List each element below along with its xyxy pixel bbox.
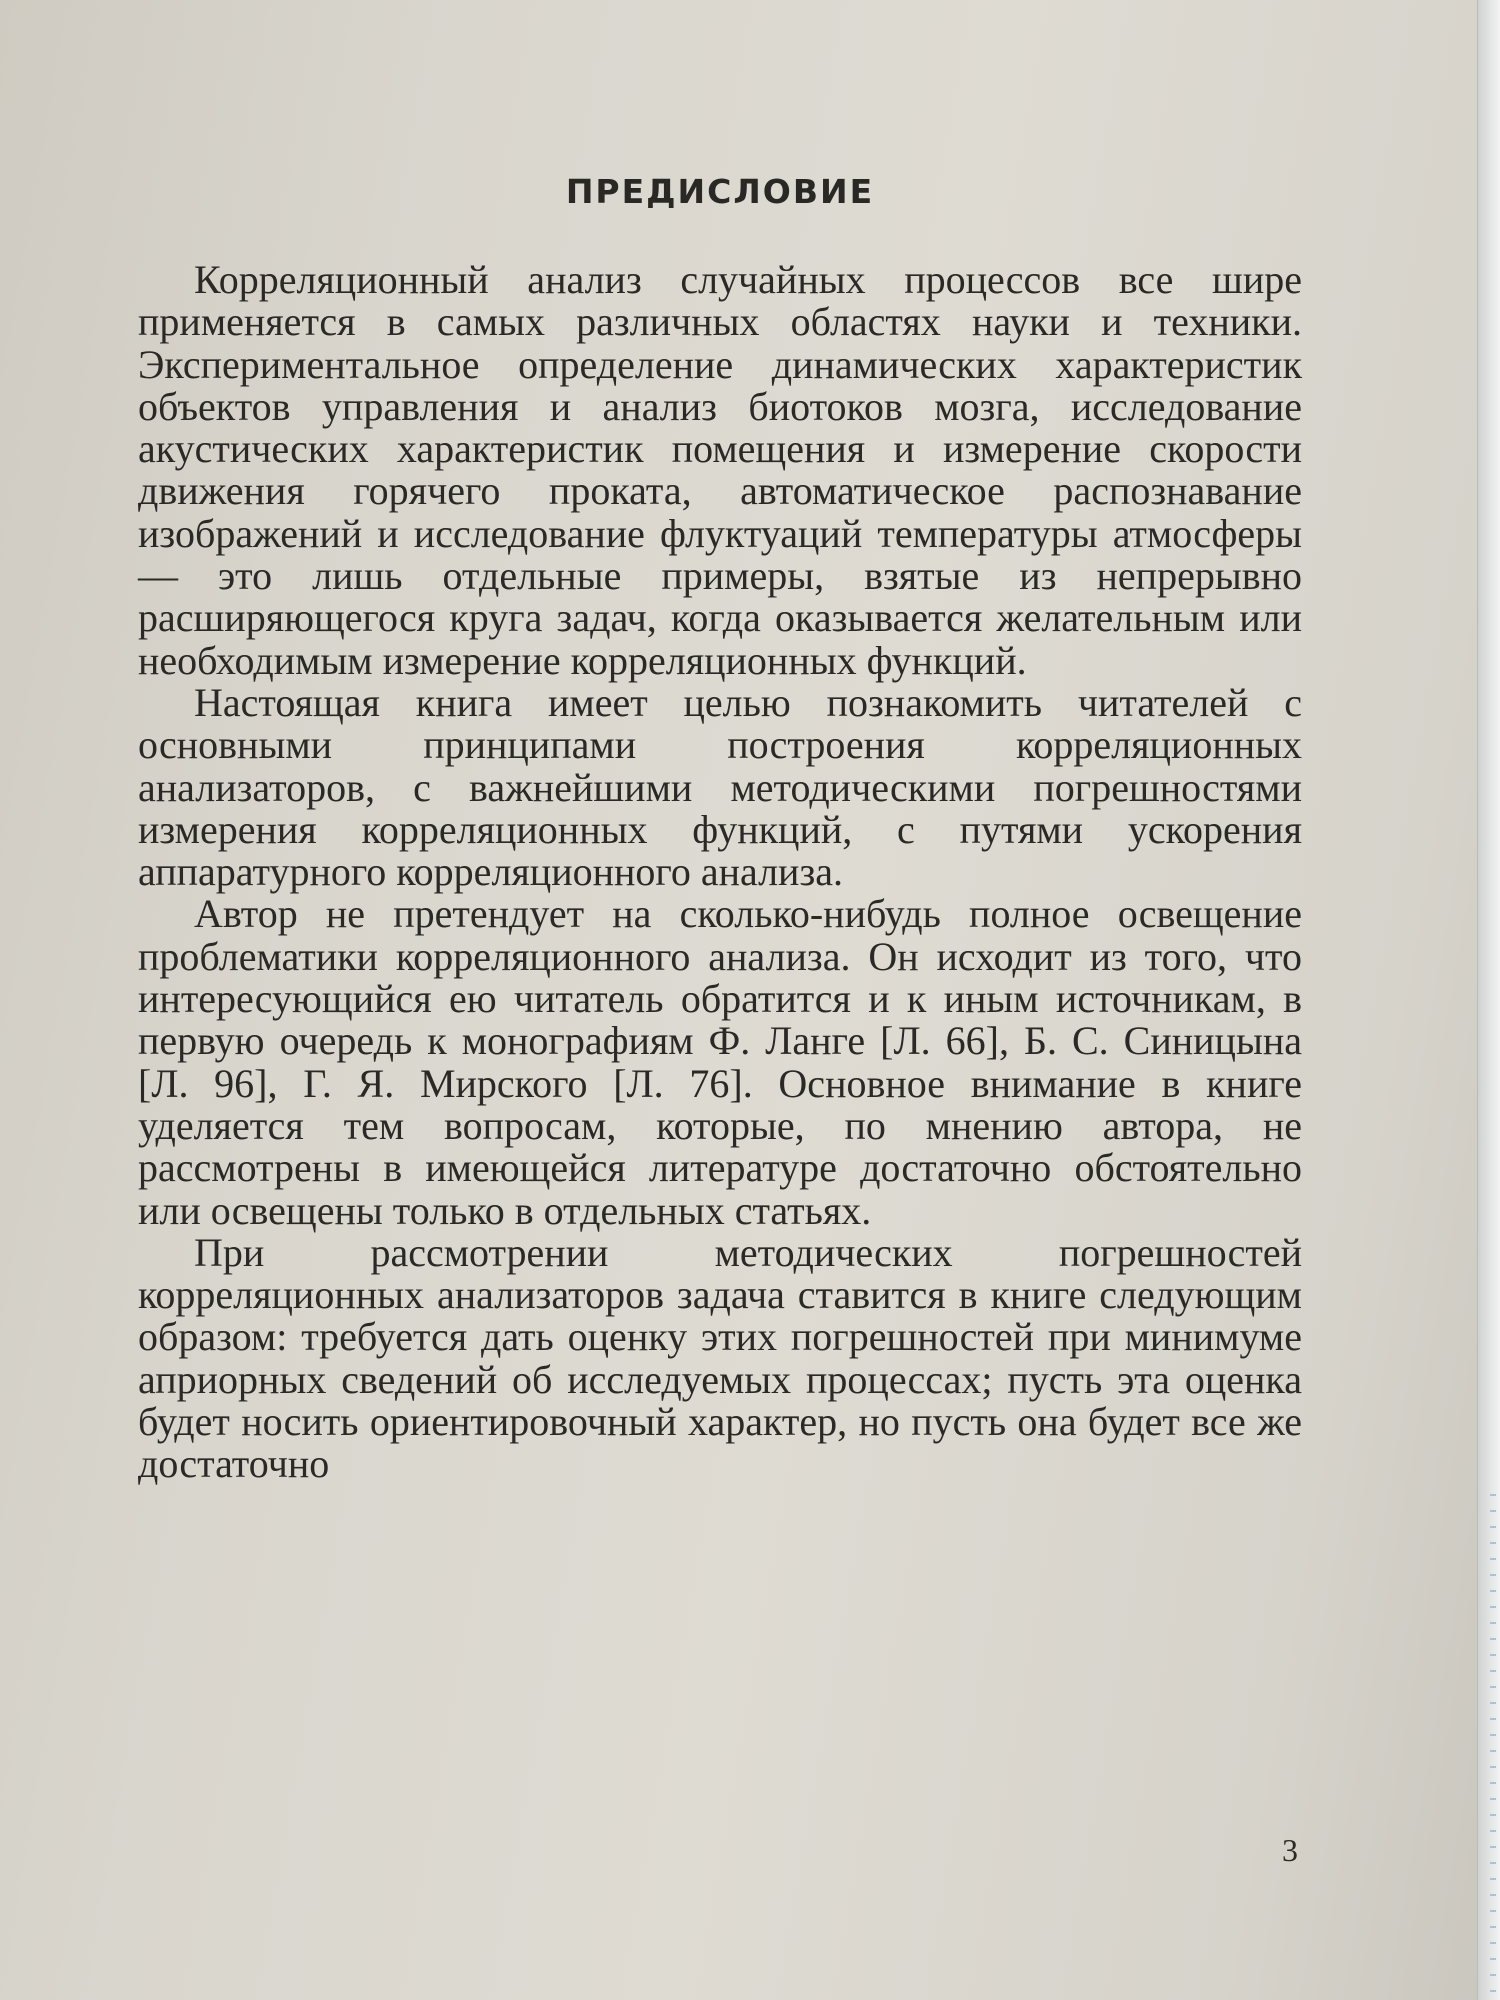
paragraph: Автор не претендует на сколько-нибудь полное освещение проблематики корреляционного анализа. Он исходит из того, что интересующийся ею читатель обратится и к иным источникам, в первую очередь к монографиям Ф. Ланге [Л. 66], Б. С. Синицына [Л. 96], Г. Я. Мирского [Л. 76]. Основное внимание в книге уделяется тем вопросам, которые, по мнению автора, не рассмотрены в имеющейся литературе достаточно обстоятельно или освещены только в отдельных статьях. bbox=[138, 891, 1302, 1233]
paragraph: Корреляционный анализ случайных процессов все шире применяется в самых различных областях науки и техники. Экспериментальное определение динамических характеристик объектов управления и анализ биотоков мозга, исследование акустических характеристик помещения и измерение скорости движения горячего проката, автоматическое распознавание изображений и исследование флуктуаций температуры атмосферы — это лишь отдельные примеры, взятые из непрерывно расширяющегося круга задач, когда оказывается желательным или необходимым измерение корреляционных функций. bbox=[138, 257, 1302, 683]
paragraph: При рассмотрении методических погрешностей корреляционных анализаторов задача ставится в книге следующим образом: требуется дать оценку этих погрешностей при минимуме априорных сведений об исследуемых процессах; пусть эта оценка будет носить ориентировочный характер, но пусть она будет все же достаточно bbox=[138, 1229, 1302, 1487]
page-title: ПРЕДИСЛОВИЕ bbox=[565, 172, 875, 211]
page-number: 3 bbox=[1282, 1832, 1298, 1868]
ruled-lines-decoration bbox=[1490, 1480, 1496, 2000]
next-page-edge bbox=[1477, 0, 1500, 2000]
paragraph: Настоящая книга имеет целью познакомить читателей с основными принципами построения корреляционных анализаторов, с важнейшими методическими погрешностями измерения корреляционных функций, с путями ускорения аппаратурного корреляционного анализа. bbox=[138, 679, 1302, 895]
page-content bbox=[138, 172, 1302, 1486]
